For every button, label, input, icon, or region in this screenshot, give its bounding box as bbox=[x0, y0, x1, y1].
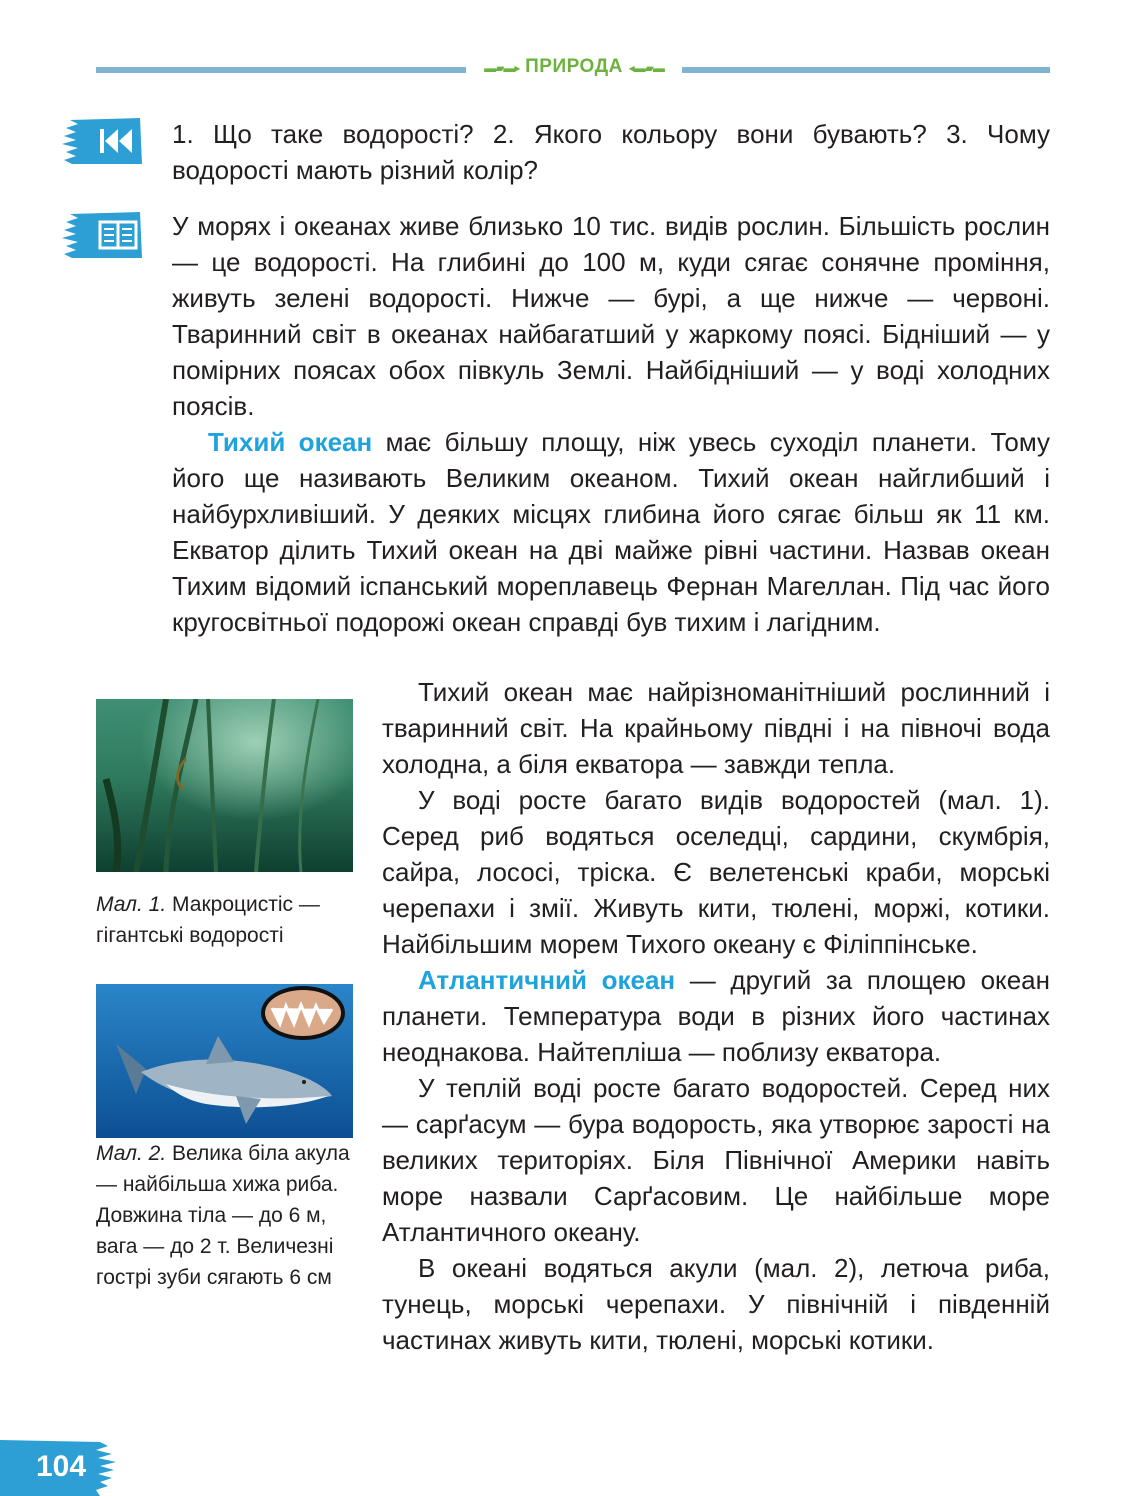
section-title: ПРИРОДА bbox=[525, 56, 623, 77]
figure-2-text: Велика біла акула — найбільша хижа риба. Довжина тіла — до 6 м, вага — до 2 т. Величезні гострі зуби сягають 6 см bbox=[96, 1142, 350, 1289]
paragraph-3: Тихий океан має найрізноманітніший рослинний і тваринний світ. На крайньому півдні і на півночі вода холодна, а біля екватора — завжди тепла. bbox=[382, 677, 1050, 779]
figure-1-label: Мал. 1. bbox=[96, 893, 167, 916]
paragraph-1: У морях і океанах живе близько 10 тис. видів рослин. Більшість рослин — це водорості. На глибині до 100 м, куди сягає сонячне проміння, живуть зелені водорості. Нижче — бурі, а ще нижче — червоні. Тваринний світ в океанах найбагатший у жаркому поясі. Бідніший — у помірних поясах обох півкуль Землі. Найбідніший — у воді холодних поясів. bbox=[172, 211, 1050, 421]
main-text-top bbox=[172, 208, 1050, 640]
main-text-right bbox=[382, 674, 1050, 1358]
figure-2-caption bbox=[96, 1138, 356, 1293]
term-atlantic: Атлантичний океан bbox=[418, 965, 676, 995]
paragraph-2 bbox=[172, 424, 1050, 640]
rewind-icon bbox=[62, 116, 142, 166]
figure-1-caption bbox=[96, 889, 356, 951]
paragraph-7: В океані водяться акули (мал. 2), летюча риба, тунець, морські черепахи. У північній і південній частинах живуть кити, тюлені, морські котики. bbox=[382, 1253, 1050, 1355]
term-pacific: Тихий океан bbox=[208, 427, 373, 457]
paragraph-6: У теплій воді росте багато водоростей. Серед них — сарґасум — бура водорость, яка утворює зарості на великих територіях. Біля Північної Америки навіть море назвали Сарґасовим. Це найбільше море Атлантичного океану. bbox=[382, 1073, 1050, 1247]
paragraph-4: У воді росте багато видів водоростей (мал. 1). Серед риб водяться оселедці, сардини, скумбрія, сайра, лососі, тріска. Є велетенські краби, морські черепахи і змії. Живуть кити, тюлені, моржі, котики. Найбільшим морем Тихого океану є Філіппінське. bbox=[382, 785, 1050, 959]
ornament-right-icon: ◂▬▰▬ bbox=[628, 61, 664, 75]
header-rule-left bbox=[96, 67, 466, 73]
paragraph-2-text: має більшу площу, ніж увесь суходіл планети. Тому його ще називають Великим океаном. Тихий океан найглибший і найбурхливіший. У деяких місцях глибина його сягає більш як 11 км. Екватор ділить Тихий океан на дві майже рівні частини. Назвав океан Тихим відомий іспанський мореплавець Фернан Магеллан. Під час його кругосвітньої подорожі океан справді був тихим і лагідним. bbox=[172, 427, 1051, 637]
ornament-left-icon: ▬▰▬▸ bbox=[484, 61, 520, 75]
page-number: 104 bbox=[36, 1450, 87, 1483]
header-rule-right bbox=[682, 67, 1050, 73]
review-questions bbox=[172, 116, 1050, 188]
questions-text: 1. Що таке водорості? 2. Якого кольору вони бувають? 3. Чому водорості мають різний колір? bbox=[172, 119, 1050, 185]
page-number-badge bbox=[0, 1440, 118, 1496]
figure-1-text: Макроцистіс — гігантські водорості bbox=[96, 893, 320, 947]
paragraph-5 bbox=[382, 962, 1050, 1070]
paragraph-5-text: — другий за площею океан планети. Температура води в різних його частинах неоднакова. Найтепліша — поблизу екватора. bbox=[382, 965, 1050, 1067]
open-book-icon bbox=[62, 210, 142, 260]
section-header bbox=[466, 56, 682, 78]
shark-photo bbox=[96, 984, 353, 1138]
figure-2-label: Мал. 2. bbox=[96, 1142, 167, 1165]
kelp-photo bbox=[96, 699, 353, 872]
